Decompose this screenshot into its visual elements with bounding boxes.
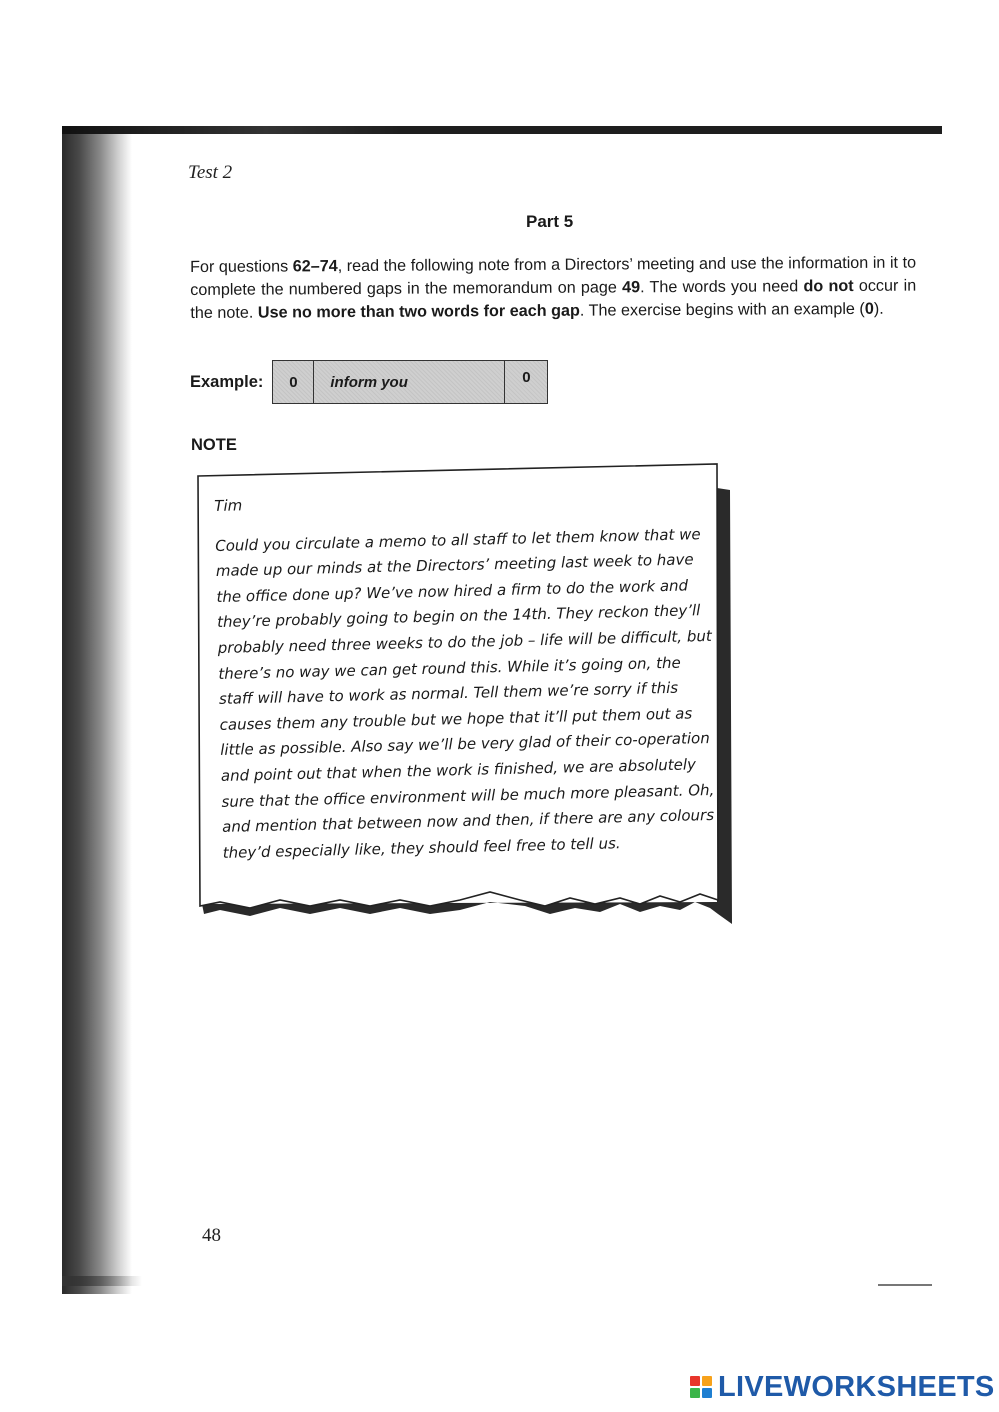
instructions-text: , read the following note from a Directors’ meeting and use the information in it to complete the numbered gaps in the memorandum on page (190, 253, 917, 299)
example-ref: 0 (864, 299, 874, 318)
liveworksheets-logo-icon (690, 1376, 712, 1398)
logo-square (702, 1376, 712, 1386)
brand-name: LIVEWORKSHEETS (718, 1370, 995, 1403)
emphasis-do-not: do not (803, 276, 854, 296)
example-number: 0 (273, 361, 314, 403)
page-number: 48 (202, 1225, 221, 1246)
instructions-text: ). (873, 299, 884, 318)
note-text (214, 482, 723, 866)
page-bottom-rule (878, 1284, 932, 1286)
example-row (190, 360, 548, 404)
note-salutation: Tim (214, 496, 243, 515)
example-answer-box (272, 360, 548, 404)
note-body: Could you circulate a memo to all staff to let them know that we made up our minds at the Directors’ meeting last week to have the office done up? We’ve now hired a firm to do the work and they’re probably going to begin on the 14th. They reckon they’ll probably need three weeks to do the job – life will be difficult, but there’s no way we can get round this. While it’s going on, the staff will have to work as normal. Tell them we’re sorry if this causes them any trouble but we hope that it’ll put them out as little as possible. Also say we’ll be very glad of their co-operation and point out that when the work is finished, we are absolutely sure that the office environment will be much more pleasant. Oh, and mention that between now and then, if there are any colours they’d especially like, they should feel free to tell us. (215, 524, 715, 862)
logo-square (690, 1376, 700, 1386)
instructions-text: . The exercise begins with an example ( (579, 299, 865, 320)
note-heading: NOTE (191, 436, 237, 454)
question-range: 62–74 (292, 257, 338, 276)
instructions-text: For questions (190, 257, 293, 276)
instructions-text: . The words you need (640, 277, 804, 297)
logo-square (702, 1388, 712, 1398)
word-limit-rule: Use no more than two words for each gap (257, 301, 580, 322)
memo-page-ref: 49 (622, 278, 641, 297)
example-label: Example: (190, 372, 264, 391)
book-binding-shadow (62, 134, 132, 1294)
example-key: 0 (522, 369, 531, 386)
part-title: Part 5 (526, 212, 574, 231)
logo-square (690, 1388, 700, 1398)
page-top-edge (62, 126, 402, 134)
liveworksheets-brand (690, 1372, 995, 1402)
instructions-paragraph (190, 252, 916, 325)
instructions-text: occur in the note. (190, 276, 917, 322)
example-answer: inform you (314, 361, 505, 403)
page-bottom-edge (62, 1276, 142, 1286)
running-head: Test 2 (188, 162, 233, 183)
